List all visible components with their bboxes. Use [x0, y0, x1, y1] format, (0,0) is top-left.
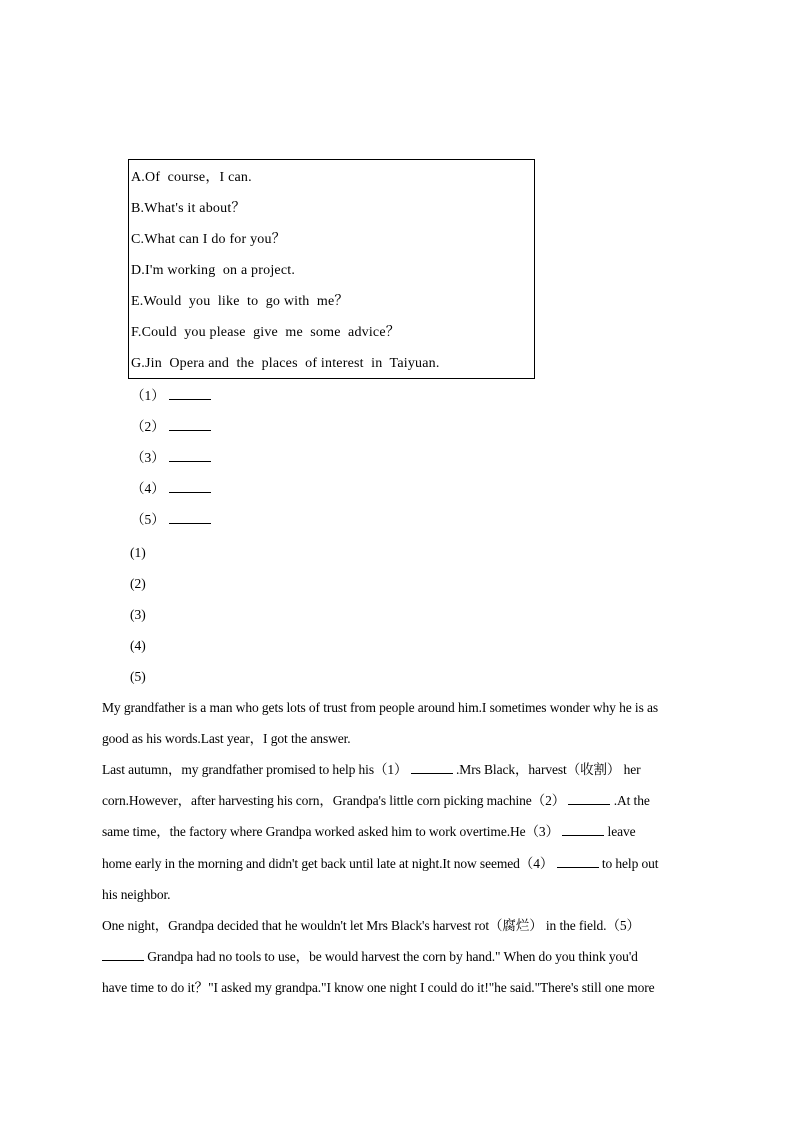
passage-text: home early in the morning and didn't get back until late at night.It now seemed（4）: [102, 856, 554, 871]
blank-3[interactable]: [562, 823, 604, 836]
answer-label: （1）: [131, 388, 165, 403]
option-e: E.Would you like to go with me？: [131, 294, 349, 309]
passage-text: leave: [607, 824, 636, 839]
passage-line: [102, 855, 692, 873]
answer-label: （4）: [131, 481, 165, 496]
number-4: (4): [130, 638, 146, 653]
option-a: A.Of course，I can.: [131, 170, 252, 185]
answer-line-4: [131, 480, 211, 498]
answer-blank[interactable]: [169, 387, 211, 400]
option-g: G.Jin Opera and the places of interest in Taiyuan.: [131, 356, 440, 371]
passage-text: same time，the factory where Grandpa worked asked him to work overtime.He（3）: [102, 824, 559, 839]
passage-text: Grandpa had no tools to use，be would harvest the corn by hand." When do you think you'd: [147, 949, 638, 964]
number-5: (5): [130, 669, 146, 684]
option-b: B.What's it about？: [131, 201, 246, 216]
passage-text: corn.However，after harvesting his corn，Grandpa's little corn picking machine（2）: [102, 793, 566, 808]
blank-2[interactable]: [568, 792, 610, 805]
passage-line: [102, 823, 692, 841]
passage-text: Last autumn，my grandfather promised to help his（1）: [102, 762, 408, 777]
answer-line-5: [131, 511, 211, 529]
answer-blank[interactable]: [169, 449, 211, 462]
answer-label: （3）: [131, 450, 165, 465]
passage-text: to help out: [601, 856, 659, 871]
passage-line: [102, 792, 692, 810]
answer-line-3: [131, 449, 211, 467]
answer-label: （5）: [131, 512, 165, 527]
passage-text: .Mrs Black，harvest（收割） her: [456, 762, 641, 777]
passage-line: have time to do it？"I asked my grandpa."I know one night I could do it!"he said."There's still one more: [102, 980, 655, 995]
answer-blank[interactable]: [169, 511, 211, 524]
passage-line: My grandfather is a man who gets lots of trust from people around him.I sometimes wonder why he is as: [102, 700, 659, 715]
option-c: C.What can I do for you？: [131, 232, 286, 247]
passage-line: [102, 948, 692, 966]
blank-1[interactable]: [411, 761, 453, 774]
answer-blank[interactable]: [169, 480, 211, 493]
blank-5[interactable]: [102, 948, 144, 961]
answer-blank[interactable]: [169, 418, 211, 431]
blank-4[interactable]: [557, 855, 599, 868]
option-f: F.Could you please give me some advice？: [131, 325, 400, 340]
answer-line-2: [131, 418, 211, 436]
option-d: D.I'm working on a project.: [131, 263, 296, 278]
passage-line: his neighbor.: [102, 887, 171, 902]
passage-text: .At the: [613, 793, 650, 808]
passage-line: One night，Grandpa decided that he wouldn't let Mrs Black's harvest rot（腐烂） in the field.（5）: [102, 918, 640, 933]
options-box: [128, 159, 535, 379]
number-1: (1): [130, 545, 146, 560]
number-3: (3): [130, 607, 146, 622]
number-2: (2): [130, 576, 146, 591]
passage-line: [102, 761, 692, 779]
answer-line-1: [131, 387, 211, 405]
answer-label: （2）: [131, 419, 165, 434]
passage-line: good as his words.Last year，I got the answer.: [102, 731, 351, 746]
